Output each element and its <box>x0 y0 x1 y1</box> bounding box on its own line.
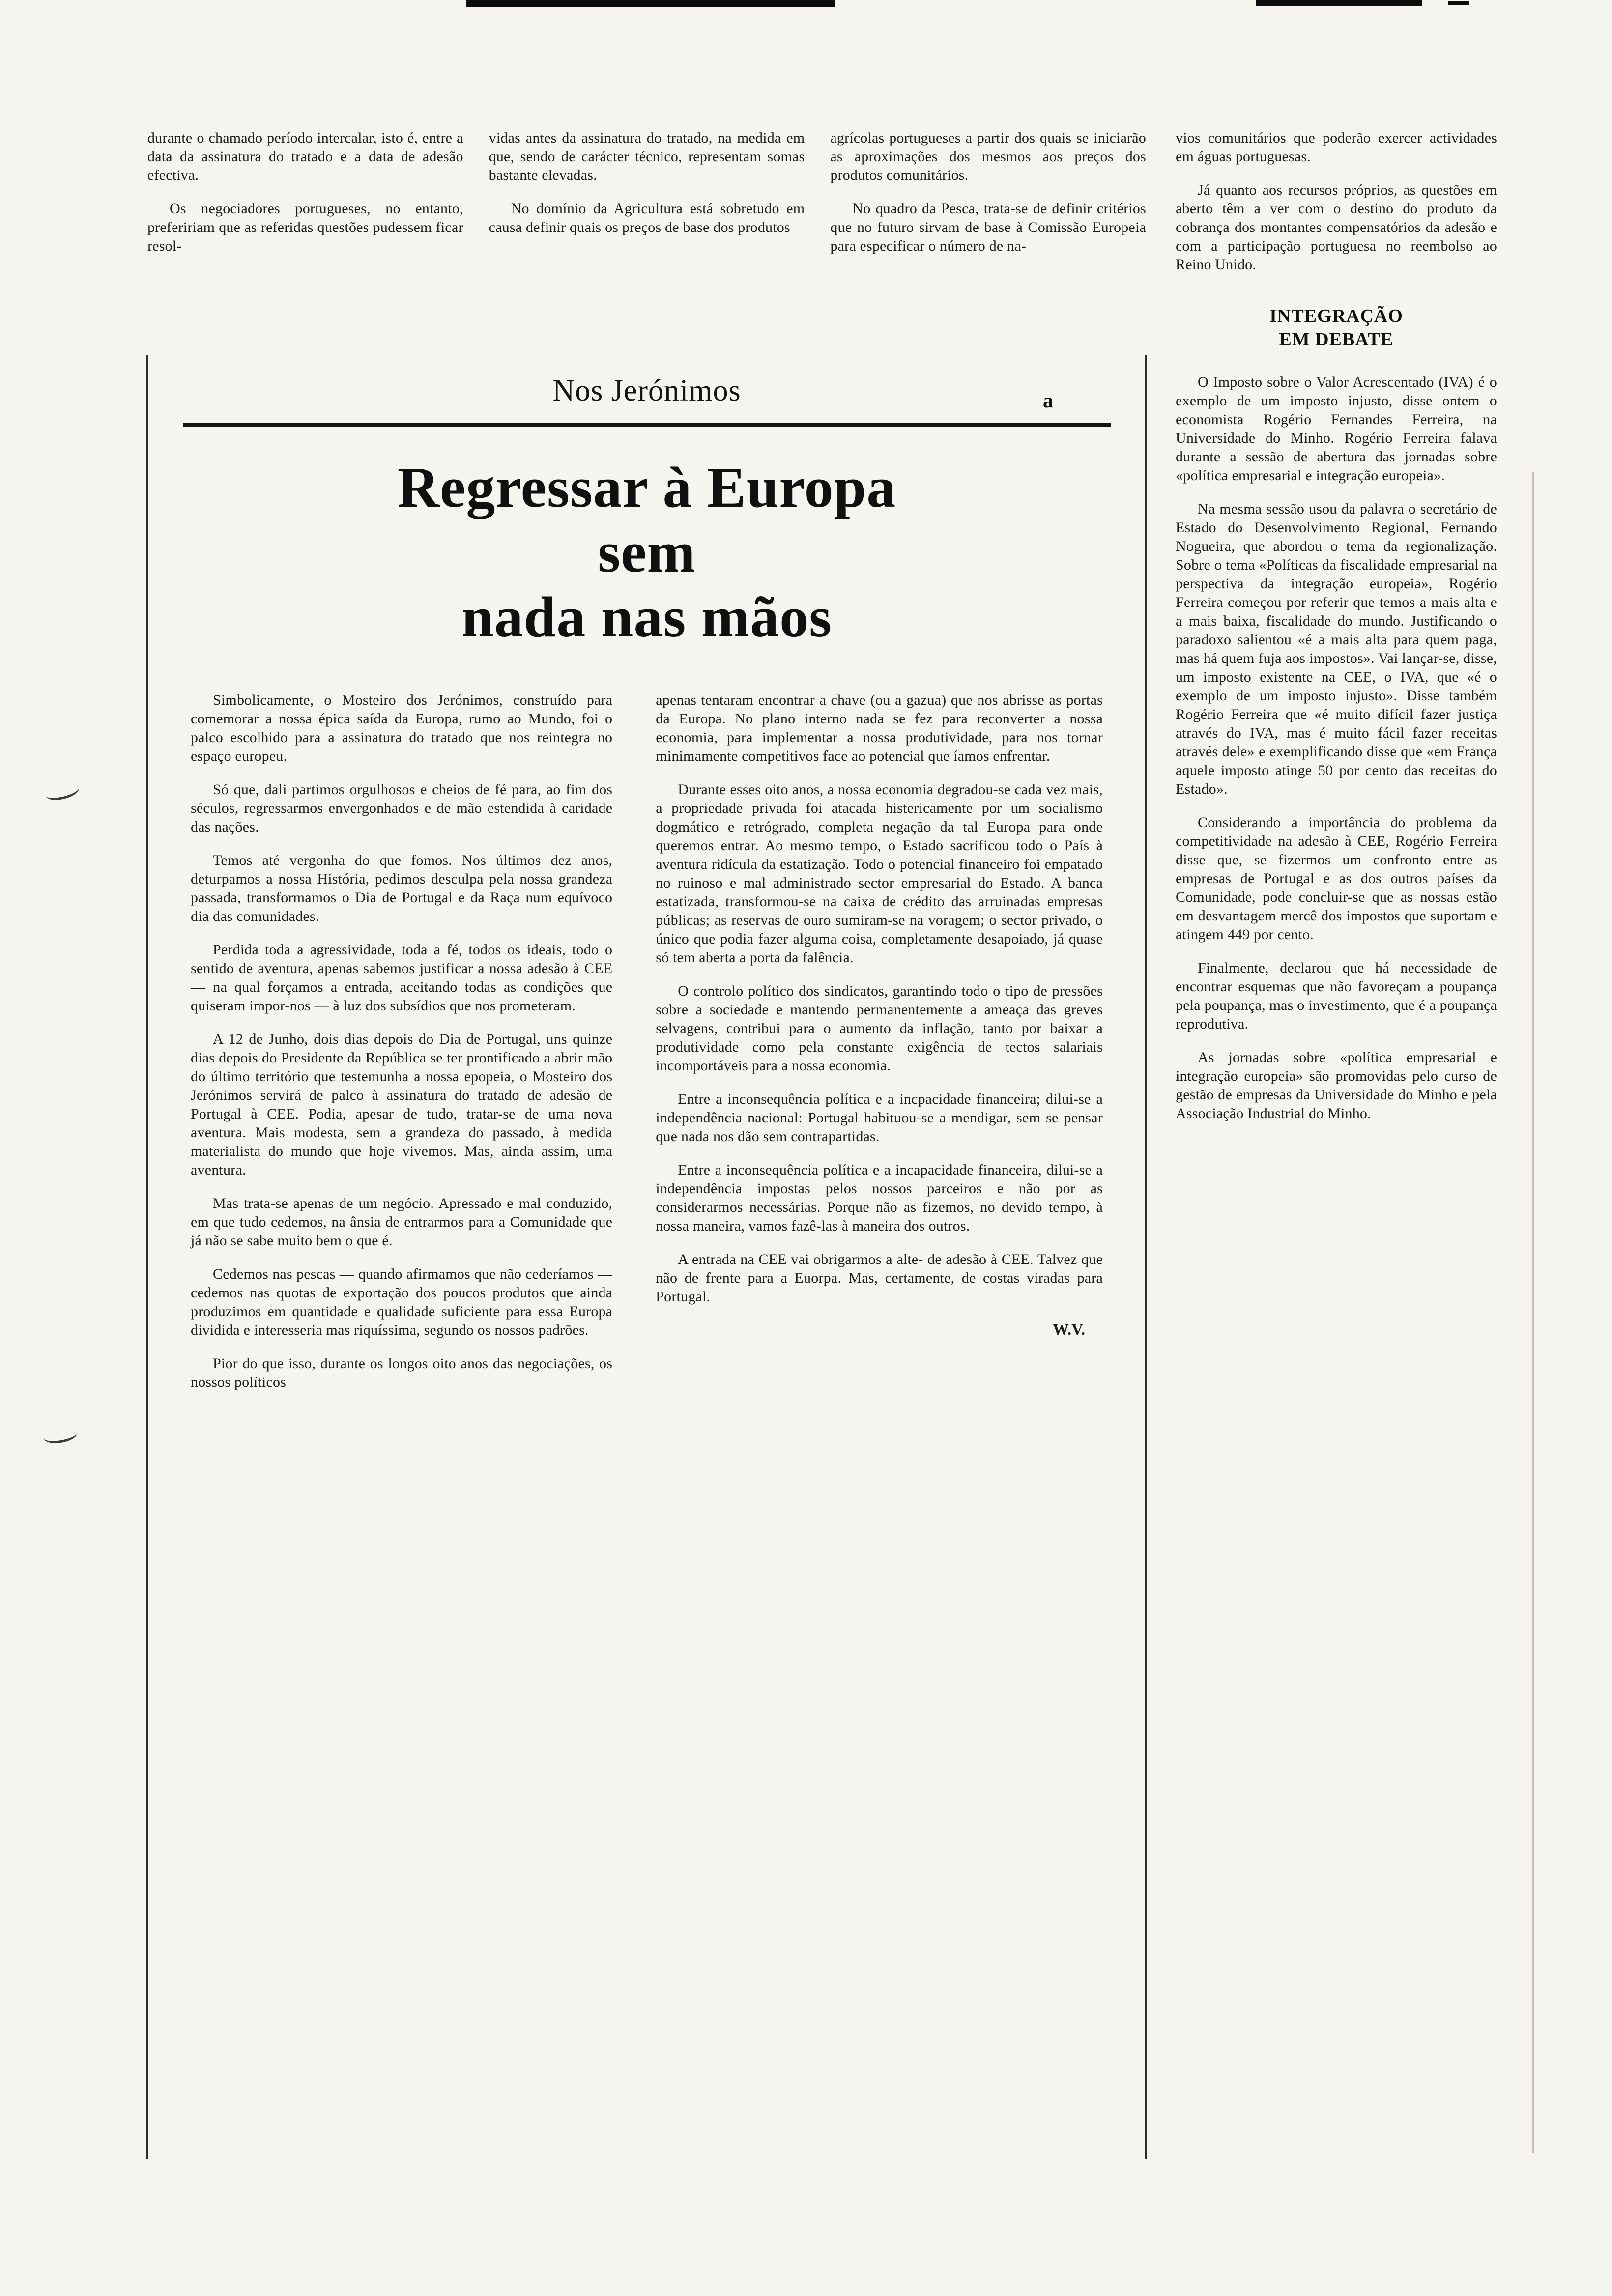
paragraph: Na mesma sessão usou da palavra o secretário de Estado do Desenvolvimento Regional, Fernando Nogueira, que abordou o tema da regionalização. Sobre o tema «Políticas da fiscalidade empresarial na perspectiva da integração europeia», Rogério Ferreira começou por referir que temos a mais alta e a mais baixa, fiscalidade do mundo. Justificando o paradoxo salientou «é a mais alta para quem paga, mas há quem fuja aos impostos». Vai lançar-se, disse, um imposto existente na CEE, o IVA, que «é o exemplo de um imposto injusto». Disse também Rogério Ferreira que «é muito difícil fazer justiça através do IVA, mas é muito fácil fazer receitas através dele» e exemplificando disse que «em França aquele imposto atinge 50 por cento das receitas do Estado». <box>1176 501 1497 797</box>
sidebar-title-line: EM DEBATE <box>1279 329 1394 350</box>
paragraph: Temos até vergonha do que fomos. Nos últimos dez anos, deturpamos a nossa História, pedimos desculpa pela nossa grandeza passada, transformamos o Dia de Portugal e da Raça num equívoco dia das comunidades. <box>191 852 613 925</box>
paragraph: agrícolas portugueses a partir dos quais se iniciarão as aproximações dos mesmos aos preços dos produtos comunitários. <box>830 130 1146 183</box>
paragraph: As jornadas sobre «política empresarial e integração europeia» são promovidas pelo curso de gestão de empresas da Universidade do Minho e pela Associação Industrial do Minho. <box>1176 1049 1497 1121</box>
paragraph: Considerando a importância do problema da competitividade na adesão à CEE, Rogério Ferreira disse que, se fizermos um confronto entre as empresas de Portugal e as dos outros países da Comunidade, pode concluir-se que as nossas estão em desvantagem mercê dos impostos que suportam e atingem 449 por cento. <box>1176 814 1497 943</box>
paragraph: Pior do que isso, durante os longos oito anos das negociações, os nossos políticos <box>191 1355 613 1391</box>
sidebar-body-text <box>1176 373 1497 1123</box>
paragraph: No quadro da Pesca, trata-se de definir critérios que no futuro sirvam de base à Comissão Europeia para especificar o número de na- <box>830 201 1146 254</box>
top-column-1 <box>147 129 463 270</box>
sidebar-column <box>1176 129 1497 1138</box>
paragraph: Cedemos nas pescas — quando afirmamos que não cederíamos — cedemos nas quotas de exportação dos poucos produtos que ainda produzimos em quantidade e qualidade suficiente para essa Europa dividida e interesseria mas riquíssima, segundo os nossos padrões. <box>191 1266 613 1339</box>
stray-ink-mark: a <box>1043 390 1053 412</box>
headline-line: nada nas mãos <box>461 585 832 650</box>
top-columns <box>147 129 1146 270</box>
paragraph: Os negociadores portugueses, no entanto, prefeririam que as referidas questões pudessem ficar resol- <box>147 201 463 254</box>
paragraph: O controlo político dos sindicatos, garantindo todo o tipo de pressões sobre a sociedade e mantendo permanentemente a ameaça das greves selvagens, contribui para o aumento da inflação, tanto por baixar a produtividade como pela constante exigência de tectos salariais incomportáveis para a nossa economia. <box>656 983 1103 1074</box>
sidebar-section-title <box>1176 305 1497 351</box>
scan-artifact-bar <box>1256 0 1422 6</box>
paragraph: Entre a inconsequência política e a incapacidade financeira, dilui-se a independência impostas pelos nossos parceiros e não por as considerarmos necessárias. Porque não as fizemos, no devido tempo, à nossa maneira, vamos fazê-las à maneira dos outros. <box>656 1162 1103 1234</box>
handwritten-margin-mark <box>42 1425 79 1446</box>
paragraph: vios comunitários que poderão exercer actividades em águas portuguesas. <box>1176 130 1497 165</box>
paragraph: durante o chamado período intercalar, isto é, entre a data da assinatura do tratado e a data de adesão efectiva. <box>147 130 463 183</box>
article-columns <box>177 691 1117 1406</box>
headline-line: sem <box>598 520 696 585</box>
paragraph: Simbolicamente, o Mosteiro dos Jerónimos, construído para comemorar a nossa épica saída da Europa, rumo ao Mundo, foi o palco escolhido para a assinatura do tratado que nos reintegra no espaço europeu. <box>191 692 613 765</box>
headline-line: Regressar à Europa <box>397 455 896 519</box>
paragraph: No domínio da Agricultura está sobretudo em causa definir quais os preços de base dos produtos <box>489 201 805 235</box>
main-article-box <box>146 355 1147 2159</box>
paragraph: Perdida toda a agressividade, toda a fé, todos os ideais, todo o sentido de aventura, apenas sabemos justificar a nossa adesão à CEE — na qual forçamos a entrada, aceitando todas as condições que quiseram impor-nos — à luz dos subsídios que nos prometeram. <box>191 942 613 1014</box>
scan-artifact-bar <box>1448 1 1469 5</box>
handwritten-margin-mark <box>44 780 81 803</box>
article-column-left <box>191 691 612 1406</box>
paragraph: Só que, dali partimos orgulhosos e cheios de fé para, ao fim dos séculos, regressarmos envergonhados e de mão estendida à caridade das nações. <box>191 781 613 835</box>
paragraph: Mas trata-se apenas de um negócio. Apressado e mal conduzido, em que tudo cedemos, na ânsia de entrarmos para a Comunidade que já não se sabe muito bem o que é. <box>191 1195 613 1249</box>
paragraph: A entrada na CEE vai obrigarmos a alte- de adesão à CEE. Talvez que não de frente para a Euorpa. Mas, certamente, de costas viradas para Portugal. <box>656 1251 1103 1305</box>
article-column-right <box>656 691 1103 1406</box>
paragraph: vidas antes da assinatura do tratado, na medida em que, sendo de carácter técnico, representam somas bastante elevadas. <box>489 130 805 183</box>
paragraph: O Imposto sobre o Valor Acrescentado (IVA) é o exemplo de um imposto injusto, disse ontem o economista Rogério Fernandes Ferreira, na Universidade do Minho. Rogério Ferreira falava durante a sessão de abertura das jornadas sobre «política empresarial e integração europeia». <box>1176 374 1497 484</box>
paragraph: apenas tentaram encontrar a chave (ou a gazua) que nos abrisse as portas da Europa. No plano interno nada se fez para reconverter a nossa economia, para implementar a nossa produtividade, para nos tornar minimamente competitivos face ao potencial que íamos enfrentar. <box>656 692 1103 765</box>
sidebar-top-text <box>1176 129 1497 274</box>
sidebar-title-line: INTEGRAÇÃO <box>1269 306 1403 326</box>
paragraph: Entre a inconsequência política e a incpacidade financeira; dilui-se a independência nacional: Portugal habituou-se a mendigar, sem se pensar que nada nos dão sem contrapartidas. <box>656 1091 1103 1145</box>
paragraph: A 12 de Junho, dois dias depois do Dia de Portugal, uns quinze dias depois do Presidente da República se ter prontificado a abrir mão do último território que testemunha a nossa epopeia, o Mosteiro dos Jerónimos servirá de palco à assinatura do tratado de adesão de Portugal à CEE. Podia, apesar de tudo, tratar-se de uma nova aventura. Mais modesta, sem a grandeza do passado, à medida materialista do mundo que hoje vivemos. Mas, ainda assim, uma aventura. <box>191 1031 613 1178</box>
paragraph: Finalmente, declarou que há necessidade de encontrar esquemas que não favoreçam a poupança pela poupança, mas o investimento, que é a poupança reprodutiva. <box>1176 960 1497 1032</box>
kicker-rule <box>183 423 1111 427</box>
article-headline <box>177 455 1117 650</box>
scan-edge-line <box>1532 472 1534 2152</box>
top-column-3 <box>830 129 1146 270</box>
article-kicker: Nos Jerónimos <box>552 374 741 407</box>
top-column-2 <box>489 129 805 270</box>
paragraph: Durante esses oito anos, a nossa economia degradou-se cada vez mais, a propriedade privada foi atacada histericamente por um socialismo dogmático e retrógrado, completa negação da tal Europa para onde queremos entrar. Ao mesmo tempo, o Estado sacrificou todo o País à aventura ridícula da estatização. Todo o potencial financeiro foi empatado no ruinoso e mal administrado sector empresarial do Estado. A banca estatizada, transformou-se na caixa de crédito das arruinadas empresas públicas; as reservas de ouro sumiram-se na voragem; o sector privado, o único que podia fazer alguma coisa, completamente desapoiado, já quase só tem aberta a porta da falência. <box>656 781 1103 966</box>
scan-artifact-bar <box>466 0 835 7</box>
article-byline: W.V. <box>1052 1321 1085 1339</box>
paragraph: Já quanto aos recursos próprios, as questões em aberto têm a ver com o destino do produto da cobrança dos montantes compensatórios da adesão e com a participação portuguesa no reembolso ao Reino Unido. <box>1176 182 1497 273</box>
article-right-text <box>656 691 1103 1306</box>
